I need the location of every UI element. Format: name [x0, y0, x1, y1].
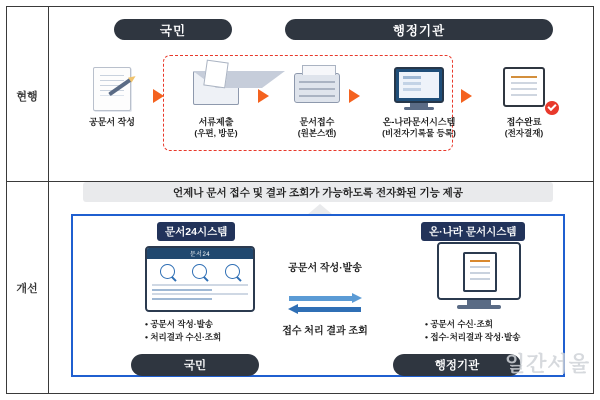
node-2-sub: (우편, 방문) — [194, 128, 238, 139]
node-4-sub: (비전자기록물 등록) — [382, 128, 456, 139]
improvement-banner: 언제나 문서 접수 및 결과 조회가 가능하도록 전자화된 기능 제공 — [83, 182, 553, 202]
node-3-sub: (원본스캔) — [297, 128, 337, 139]
process-node-5 — [481, 65, 567, 139]
document-check-icon — [493, 65, 555, 113]
current-process-section — [49, 7, 593, 175]
doc24-bullet-1: • 공문서 작성·발송 — [145, 319, 214, 329]
desktop-monitor-icon — [388, 65, 450, 113]
mockup-icon-row — [147, 259, 253, 283]
footer-pill-citizen: 국민 — [131, 354, 259, 376]
onnara-monitor-mockup — [437, 242, 521, 314]
right-arrow-icon — [461, 89, 472, 103]
envelope-document-icon — [185, 65, 247, 113]
watermark: 일간서울 — [504, 353, 590, 376]
document-pen-icon — [81, 65, 143, 113]
right-arrow-icon — [349, 89, 360, 103]
onnara-bullet-1: • 공문서 수신·조회 — [425, 319, 494, 329]
two-way-arrow-icon — [283, 294, 367, 318]
doc24-feature-list — [145, 318, 275, 344]
footer-pill-agency: 행정기관 — [393, 354, 521, 376]
search-icon — [192, 264, 207, 279]
process-node-3 — [274, 65, 360, 139]
onnara-feature-list — [425, 318, 565, 344]
search-icon — [160, 264, 175, 279]
doc24-bullet-2: • 처리결과 수신·조회 — [145, 331, 222, 342]
mockup-list-rows — [147, 283, 253, 300]
row-label-current: 현행 — [16, 91, 38, 103]
header-pill-citizen: 국민 — [114, 19, 232, 40]
row-label-improved: 개선 — [16, 283, 38, 295]
search-icon — [225, 264, 240, 279]
doc24-tablet-mockup — [145, 246, 255, 312]
onnara-bullet-2: • 접수·처리결과 작성·발송 — [425, 331, 521, 342]
process-node-4 — [367, 65, 471, 139]
node-1-title: 공문서 작성 — [89, 117, 135, 127]
node-3-title: 문서접수 — [299, 117, 335, 127]
tag-doc24-system: 문서24시스템 — [157, 222, 235, 241]
node-4-title: 온-나라문서시스템 — [382, 117, 456, 127]
header-pill-agency: 행정기관 — [285, 19, 553, 40]
exchange-bottom-label: 접수 처리 결과 조회 — [282, 326, 368, 337]
mockup-title-bar: 문서24 — [147, 248, 253, 259]
exchange-top-label: 공문서 작성·발송 — [288, 263, 362, 274]
process-node-2 — [173, 65, 259, 139]
right-arrow-icon — [153, 89, 164, 103]
node-5-sub: (전자결재) — [504, 128, 544, 139]
node-2-title: 서류제출 — [198, 117, 234, 127]
right-arrow-icon — [258, 89, 269, 103]
node-5-title: 접수완료 — [506, 117, 542, 127]
process-node-1 — [69, 65, 155, 128]
document-tray-icon — [286, 65, 348, 113]
tag-onnara-system: 온·나라 문서시스템 — [421, 222, 525, 241]
